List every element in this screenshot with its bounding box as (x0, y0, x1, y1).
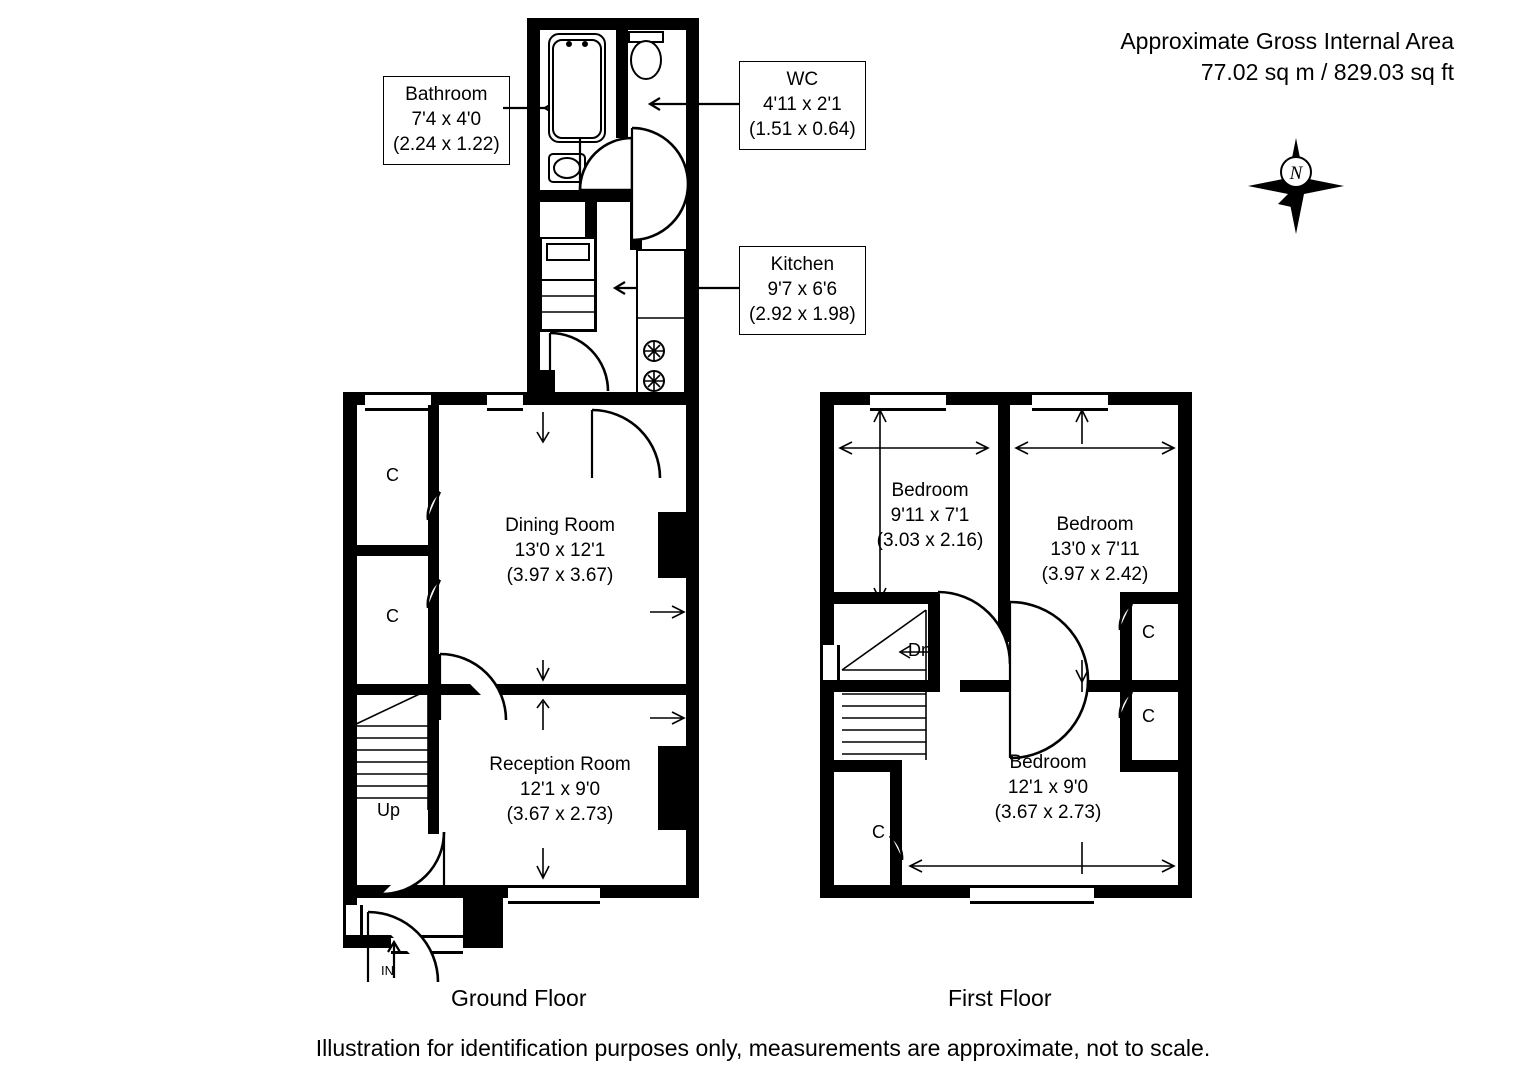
callout-wc-metric: (1.51 x 0.64) (749, 119, 856, 140)
label-bedroom-3 (950, 750, 1146, 825)
cupboard-label-ground-2: C (386, 606, 399, 626)
gross-area-line2: 77.02 sq m / 829.03 sq ft (1200, 59, 1454, 85)
reception-room-title: Reception Room (489, 754, 631, 775)
bedroom-2-imperial: 13'0 x 7'11 (1050, 539, 1140, 560)
label-bedroom-2 (1000, 512, 1190, 587)
ground-dimension-arrows (0, 0, 760, 980)
ground-floor-title: Ground Floor (451, 985, 587, 1011)
entrance-in-label: IN (381, 963, 394, 978)
callout-bathroom-imperial: 7'4 x 4'0 (411, 109, 482, 130)
cupboard-label-ground-1: C (386, 465, 399, 485)
first-floor-plan (760, 0, 1520, 1011)
label-reception-room (425, 752, 695, 827)
bedroom-1-title: Bedroom (891, 480, 969, 501)
bedroom-3-title: Bedroom (1009, 752, 1087, 773)
stairs-down-label: Dn (908, 640, 932, 660)
dining-room-title: Dining Room (505, 515, 615, 536)
cupboard-label-first-2: C (1142, 706, 1155, 726)
callout-wc-imperial: 4'11 x 2'1 (762, 94, 842, 115)
cupboard-label-first-1: C (1142, 622, 1155, 642)
gross-area-line1: Approximate Gross Internal Area (1120, 28, 1454, 54)
reception-room-imperial: 12'1 x 9'0 (519, 779, 601, 800)
callout-bathroom-title: Bathroom (405, 84, 488, 105)
bedroom-1-metric: (3.03 x 2.16) (876, 530, 984, 551)
bedroom-3-imperial: 12'1 x 9'0 (1007, 777, 1089, 798)
callout-bathroom-metric: (2.24 x 1.22) (393, 134, 500, 155)
compass-north-label: N (1289, 163, 1303, 184)
label-dining-room (430, 513, 690, 588)
callout-kitchen-imperial: 9'7 x 6'6 (767, 279, 838, 300)
dining-room-imperial: 13'0 x 12'1 (514, 540, 606, 561)
label-bedroom-1 (840, 478, 1020, 553)
ground-floor-plan (0, 0, 760, 1011)
cupboard-label-first-3: C (872, 822, 885, 842)
callout-wc-title: WC (786, 69, 819, 90)
bedroom-2-title: Bedroom (1056, 514, 1134, 535)
stairs-up-label: Up (377, 800, 401, 820)
bedroom-1-imperial: 9'11 x 7'1 (890, 505, 970, 526)
callout-kitchen-title: Kitchen (770, 254, 835, 275)
bedroom-2-metric: (3.97 x 2.42) (1041, 564, 1149, 585)
callout-kitchen-metric: (2.92 x 1.98) (749, 304, 856, 325)
dining-room-metric: (3.97 x 3.67) (506, 565, 614, 586)
first-floor-title: First Floor (948, 985, 1052, 1011)
disclaimer-text: Illustration for identification purposes only, measurements are approximate, not to scale. (315, 1035, 1211, 1061)
bedroom-3-metric: (3.67 x 2.73) (994, 802, 1102, 823)
reception-room-metric: (3.67 x 2.73) (506, 804, 614, 825)
